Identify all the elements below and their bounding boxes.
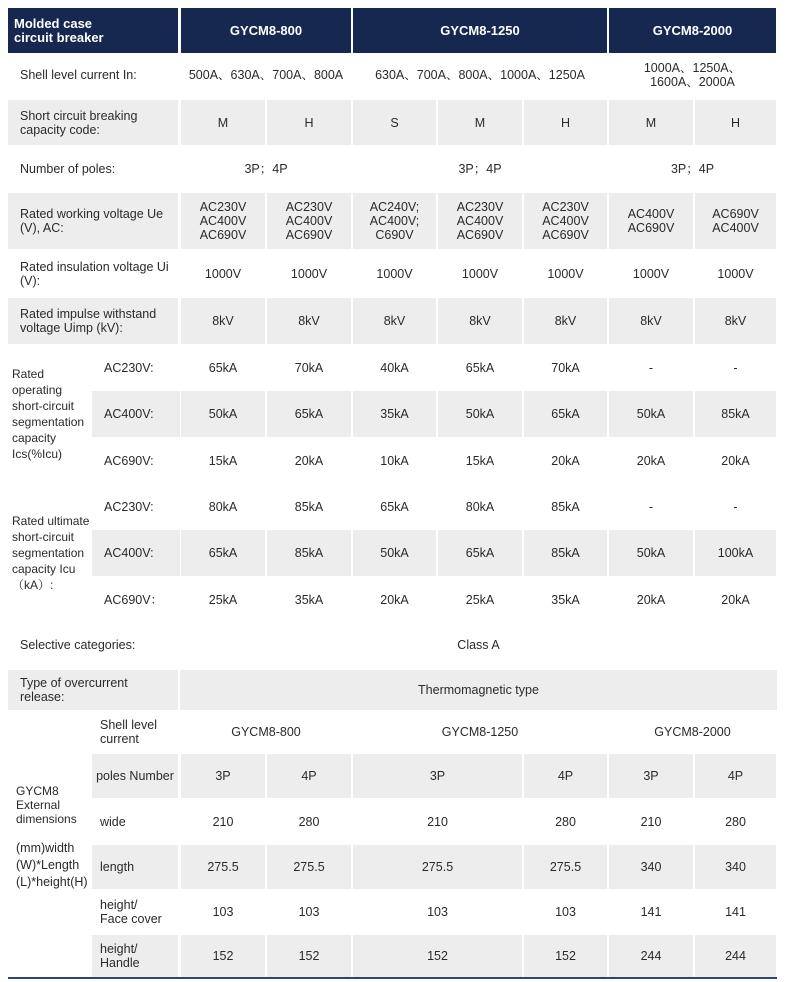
value-cell: - xyxy=(733,360,738,375)
voltage-sub-label: AC690V： xyxy=(104,592,164,607)
value-cell: 65kA xyxy=(181,530,265,576)
value-cell: 1000V xyxy=(376,266,413,281)
dimension-value: 275.5 xyxy=(353,845,522,889)
voltage-sub-label: AC400V: xyxy=(92,391,180,437)
dimension-value: 152 xyxy=(267,935,351,977)
value-cell: H xyxy=(267,100,351,145)
value-cell: AC400V AC690V xyxy=(609,193,693,249)
value-cell: 35kA xyxy=(353,391,436,437)
dimension-value: 210 xyxy=(640,815,662,829)
dimension-value: 244 xyxy=(695,935,776,977)
poles-value: 3P；4P xyxy=(670,162,715,176)
value-cell: AC690V AC400V xyxy=(695,193,776,249)
value-cell: AC230V AC400V AC690V xyxy=(181,193,265,249)
header-title: Molded case circuit breaker xyxy=(8,8,178,53)
value-cell: M xyxy=(438,100,522,145)
dimension-value: 275.5 xyxy=(524,845,607,889)
poles-value: 3P；4P xyxy=(458,162,502,176)
value-cell: 50kA xyxy=(353,530,436,576)
poles-value: 3P；4P xyxy=(244,162,288,176)
voltage-sub-label: AC230V: xyxy=(104,360,154,375)
dimensions-unit-label: (mm)width (W)*Length (L)*height(H) xyxy=(16,841,88,889)
dimension-value: 152 xyxy=(181,935,265,977)
value-cell: AC230V AC400V AC690V xyxy=(267,193,351,249)
value-cell: 80kA xyxy=(208,499,238,514)
poles-cell: 3P xyxy=(609,754,693,798)
value-cell: 20kA xyxy=(551,453,580,468)
value-cell: 15kA xyxy=(208,453,238,468)
value-cell: 8kV xyxy=(353,298,436,344)
dims-model: GYCM8-2000 xyxy=(654,725,731,739)
value-cell: M xyxy=(609,100,693,145)
value-cell: 65kA xyxy=(267,391,351,437)
value-cell: 8kV xyxy=(267,298,351,344)
value-cell: 65kA xyxy=(465,360,495,375)
value-cell: 20kA xyxy=(721,453,750,468)
value-cell: AC240V; AC400V; C690V xyxy=(353,193,436,249)
value-cell: 85kA xyxy=(267,530,351,576)
value-cell: 35kA xyxy=(294,592,324,607)
value-cell: - xyxy=(648,499,654,514)
value-cell: 35kA xyxy=(551,592,580,607)
poles-cell: 3P xyxy=(181,754,265,798)
value-cell: - xyxy=(733,499,738,514)
value-cell: 25kA xyxy=(465,592,495,607)
value-cell: 20kA xyxy=(636,592,666,607)
shell-current-value: 630A、700A、800A、1000A、1250A xyxy=(375,68,585,82)
dimension-value: 103 xyxy=(298,905,320,919)
value-cell: 85kA xyxy=(294,499,324,514)
value-cell: 8kV xyxy=(524,298,607,344)
value-cell: M xyxy=(181,100,265,145)
value-cell: AC230V AC400V AC690V xyxy=(438,193,522,249)
dimension-value: 103 xyxy=(212,905,234,919)
voltage-sub-label: AC230V: xyxy=(104,499,154,514)
dims-model: GYCM8-1250 xyxy=(441,725,519,739)
value-cell: 85kA xyxy=(695,391,776,437)
value-cell: 80kA xyxy=(465,499,495,514)
voltage-sub-label: AC690V: xyxy=(104,453,154,468)
value-cell: 8kV xyxy=(181,298,265,344)
dimension-value: 280 xyxy=(725,815,746,829)
value-cell: 8kV xyxy=(609,298,693,344)
dimension-value: 141 xyxy=(640,905,662,919)
shell-current-value: 1000A、1250A、1600A、2000A xyxy=(643,61,742,89)
dimension-value: 103 xyxy=(555,905,576,919)
dimension-value: 275.5 xyxy=(267,845,351,889)
dimensions-label: GYCM8 External dimensions xyxy=(16,784,77,826)
row-label: Rated working voltage Ue (V), AC: xyxy=(8,193,178,249)
value-cell: 50kA xyxy=(609,391,693,437)
shell-current-value: 500A、630A、700A、800A xyxy=(188,68,344,82)
value-cell: 1000V xyxy=(547,266,584,281)
header-model-2: GYCM8-2000 xyxy=(609,8,776,53)
poles-cell: 3P xyxy=(353,754,522,798)
value-cell: 1000V xyxy=(461,266,499,281)
poles-cell: 4P xyxy=(524,754,607,798)
value-cell: 8kV xyxy=(438,298,522,344)
value-cell: 20kA xyxy=(294,453,324,468)
dimension-value: 280 xyxy=(555,815,576,829)
dimension-label: length xyxy=(92,845,178,889)
dimension-label: height/ Face cover xyxy=(100,898,162,926)
value-cell: 15kA xyxy=(465,453,495,468)
value-cell: 65kA xyxy=(380,499,409,514)
dimension-label: height/ Handle xyxy=(92,935,178,977)
value-cell: 40kA xyxy=(380,360,409,375)
value-cell: 70kA xyxy=(294,360,324,375)
release-value: Thermomagnetic type xyxy=(180,670,777,710)
value-cell: 85kA xyxy=(551,499,580,514)
value-cell: 1000V xyxy=(290,266,328,281)
value-cell: H xyxy=(695,100,776,145)
value-cell: 100kA xyxy=(695,530,776,576)
value-cell: S xyxy=(353,100,436,145)
dims-model: GYCM8-800 xyxy=(231,725,301,739)
dimension-value: 244 xyxy=(609,935,693,977)
value-cell: 1000V xyxy=(204,266,242,281)
poles-cell: 4P xyxy=(267,754,351,798)
ics-label: Rated operating short-circuit segmentation capacity Ics(%Icu) xyxy=(12,367,85,461)
row-label: Number of poles: xyxy=(20,162,116,176)
value-cell: 8kV xyxy=(695,298,776,344)
value-cell: 50kA xyxy=(609,530,693,576)
selective-value: Class A xyxy=(457,638,500,652)
row-label: Rated insulation voltage Ui (V): xyxy=(20,259,169,288)
dimension-value: 210 xyxy=(427,815,448,829)
row-label: Short circuit breaking capacity code: xyxy=(8,100,178,145)
bottom-rule xyxy=(8,977,777,979)
value-cell: 20kA xyxy=(380,592,409,607)
header-model-0: GYCM8-800 xyxy=(181,8,351,53)
dimension-value: 340 xyxy=(695,845,776,889)
value-cell: 1000V xyxy=(717,266,754,281)
value-cell: - xyxy=(648,360,654,375)
row-label: Selective categories: xyxy=(20,638,136,652)
value-cell: 1000V xyxy=(632,266,670,281)
poles-number-label: poles Number xyxy=(92,754,178,798)
value-cell: 70kA xyxy=(551,360,580,375)
dimension-value: 103 xyxy=(427,905,448,919)
dimension-value: 152 xyxy=(353,935,522,977)
header-model-1: GYCM8-1250 xyxy=(353,8,607,53)
row-label: Rated impulse withstand voltage Uimp (kV): xyxy=(8,298,178,344)
value-cell: 10kA xyxy=(380,453,409,468)
value-cell: 50kA xyxy=(181,391,265,437)
row-label: Shell level current In: xyxy=(20,68,137,82)
dimension-value: 275.5 xyxy=(181,845,265,889)
poles-cell: 4P xyxy=(695,754,776,798)
voltage-sub-label: AC400V: xyxy=(92,530,180,576)
dimension-value: 280 xyxy=(298,815,320,829)
dimension-value: 152 xyxy=(524,935,607,977)
value-cell: AC230V AC400V AC690V xyxy=(524,193,607,249)
shell-label: Shell level current xyxy=(100,718,157,746)
value-cell: 50kA xyxy=(438,391,522,437)
dimension-label: wide xyxy=(100,815,126,829)
value-cell: 85kA xyxy=(524,530,607,576)
value-cell: 25kA xyxy=(208,592,238,607)
value-cell: 65kA xyxy=(524,391,607,437)
value-cell: H xyxy=(524,100,607,145)
icu-label: Rated ultimate short-circuit segmentation capacity Icu（kA）: xyxy=(12,514,90,592)
dimension-value: 340 xyxy=(609,845,693,889)
value-cell: 65kA xyxy=(438,530,522,576)
value-cell: 65kA xyxy=(208,360,238,375)
dimension-value: 210 xyxy=(212,815,234,829)
value-cell: 20kA xyxy=(721,592,750,607)
value-cell: 20kA xyxy=(636,453,666,468)
dimension-value: 141 xyxy=(725,905,746,919)
row-label: Type of overcurrent release: xyxy=(8,670,178,710)
